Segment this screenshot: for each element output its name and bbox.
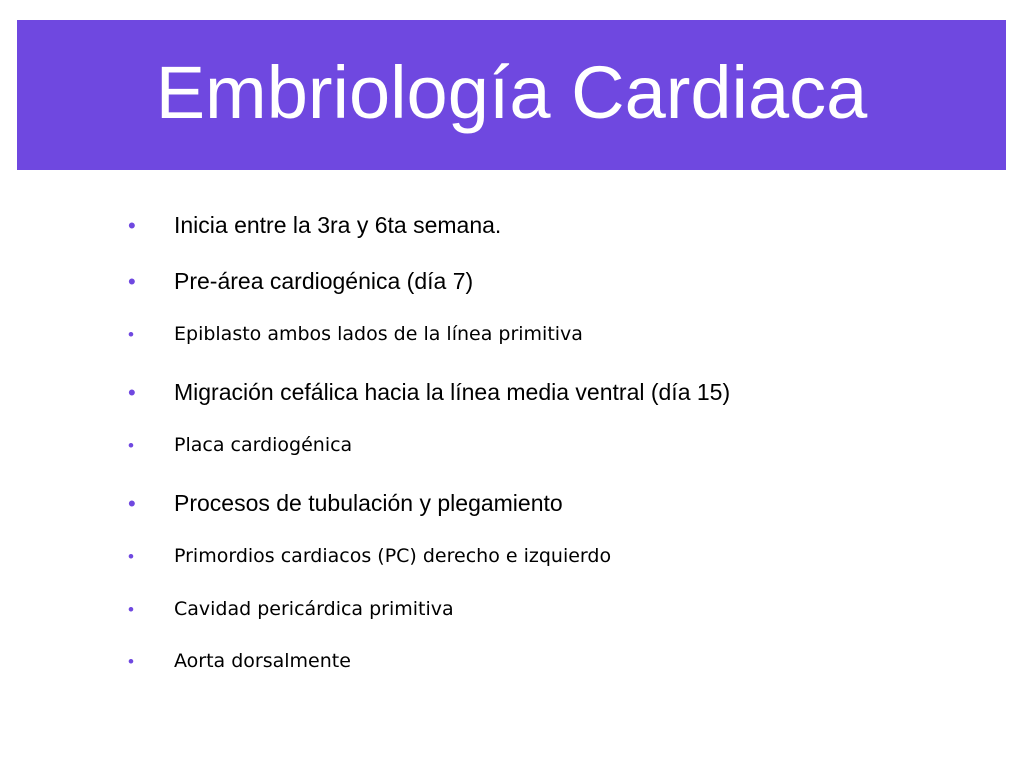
bullet-text: Inicia entre la 3ra y 6ta semana. xyxy=(174,212,502,238)
bullet-text: Migración cefálica hacia la línea media ventral (día 15) xyxy=(174,379,731,405)
slide-title: Embriología Cardiaca xyxy=(155,51,868,134)
bullet-item xyxy=(128,482,988,537)
bullet-item xyxy=(128,315,988,371)
bullet-text: Epiblasto ambos lados de la línea primitiva xyxy=(174,323,583,345)
bullet-marker: • xyxy=(128,325,134,344)
bullet-marker: • xyxy=(128,491,136,516)
bullet-marker: • xyxy=(128,547,134,566)
bullet-marker: • xyxy=(128,600,134,619)
bullet-item xyxy=(128,426,988,482)
bullet-list xyxy=(128,204,988,694)
bullet-item xyxy=(128,537,988,590)
bullet-text: Pre-área cardiogénica (día 7) xyxy=(174,268,474,294)
bullet-item xyxy=(128,642,988,694)
bullet-text: Primordios cardiacos (PC) derecho e izquierdo xyxy=(174,545,612,567)
bullet-text: Aorta dorsalmente xyxy=(174,650,351,672)
bullet-item xyxy=(128,590,988,642)
bullet-marker: • xyxy=(128,213,136,238)
bullet-item xyxy=(128,260,988,315)
bullet-marker: • xyxy=(128,380,136,405)
bullet-marker: • xyxy=(128,436,134,455)
bullet-text: Procesos de tubulación y plegamiento xyxy=(174,490,563,516)
bullet-item xyxy=(128,371,988,426)
bullet-text: Cavidad pericárdica primitiva xyxy=(174,598,454,620)
bullet-item xyxy=(128,204,988,260)
title-banner xyxy=(17,20,1006,170)
bullet-marker: • xyxy=(128,652,134,671)
bullet-text: Placa cardiogénica xyxy=(174,434,353,456)
bullet-marker: • xyxy=(128,269,136,294)
